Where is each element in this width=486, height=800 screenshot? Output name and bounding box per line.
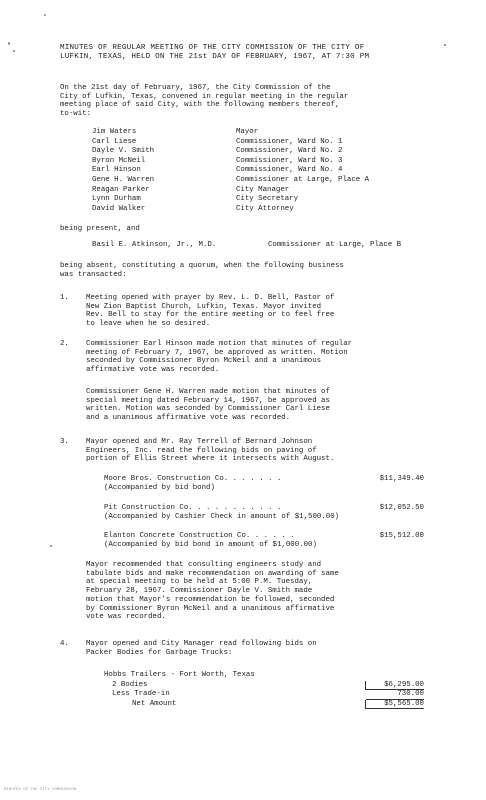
bid-line-label: Less Trade-in [112,690,170,699]
member-role: Commissioner, Ward No. 4 [236,166,343,175]
member-row [92,138,452,148]
item-line: by Commissioner Byron McNeil and a unanimous affirmative [86,604,335,613]
agenda-item-2-paragraph-b [60,388,460,423]
item-line: Meeting opened with prayer by Rev. L. D. Bell, Pastor of [86,294,335,302]
item-line: Commissioner Gene H. Warren made motion that minutes of [86,388,330,396]
item-line: Engineers, Inc. read the following bids on paving of [86,446,317,455]
agenda-item-1 [60,294,460,329]
intro-line: to-wit: [60,110,92,119]
item-line: tabulate bids and make recommendation on awarding of same [86,569,339,578]
agenda-item-3-closing [60,561,460,622]
bid-company: Moore Bros. Construction Co. . . . . . . [104,475,282,483]
bid-note: (Accompanied by bid bond) [104,483,215,492]
member-role: City Attorney [236,204,294,213]
intro-paragraph [60,84,450,119]
bid-amount: $12,052.50 [379,504,424,512]
bid-line-label: 2 Bodies [112,680,148,689]
member-role: Commissioner, Ward No. 3 [236,156,343,165]
item-line: to leave when he so desired. [86,320,211,329]
bid-company: Pit Construction Co. . . . . . . . . . . [104,504,282,512]
item-line: motion that Mayor's recommendation be followed, seconded [86,595,335,604]
intro-line: On the 21st day of February, 1967, the City Commission of the [60,84,331,92]
item-line: meeting of February 7, 1967, be approved as written. Motion [86,348,348,357]
scan-speck [44,14,46,16]
member-row [92,176,452,186]
item-number: 2. [60,340,69,348]
member-name: Dayle V. Smith [92,147,155,156]
item-line: Rev. Bell to stay for the entire meeting or to feel free [86,311,335,320]
member-name: Carl Liese [92,137,137,146]
member-row [92,166,452,176]
bid-entry [104,504,424,521]
member-row [92,157,452,167]
item-line: vote was recorded. [86,613,166,622]
intro-line: meeting place of said City, with the following members thereof, [60,101,340,110]
item-line: portion of Ellis Street where it intersects with August. [86,455,335,464]
bid-company: Elanton Concrete Construction Co. . . . . . [104,532,295,540]
member-name: Lynn Durham [92,195,141,204]
bid-amount: $11,349.40 [379,475,424,483]
present-line: being present, and [60,225,140,233]
title-line: LUFKIN, TEXAS, HELD ON THE 21st DAY OF FEBRUARY, 1967, AT 7:30 PM [60,52,370,61]
bid-entry [104,532,424,549]
item-line: Mayor recommended that consulting engineers study and [86,561,322,569]
item-number: 1. [60,294,69,302]
title-line: MINUTES OF REGULAR MEETING OF THE CITY COMMISSION OF THE CITY OF [60,44,365,52]
document-title [60,44,440,62]
item-line: and a unanimous affirmative vote was recorded. [86,414,291,423]
member-name: Reagan Parker [92,185,150,194]
member-row [92,147,452,157]
bid-note: (Accompanied by bid bond in amount of $1,000.00) [104,540,317,549]
item-number: 3. [60,438,69,446]
item-line: Mayor opened and City Manager read following bids on [86,640,317,648]
member-name: Jim Waters [92,128,137,136]
agenda-item-2 [60,340,460,375]
item-line: Commissioner Earl Hinson made motion that minutes of regular [86,340,353,348]
bid-entry [104,475,424,492]
member-name: Earl Hinson [92,166,141,175]
item-line: seconded by Commissioner Byron McNeil and a unanimous [86,357,322,366]
agenda-item-4 [60,640,460,657]
members-list [92,128,452,214]
member-role: Commissioner at Large, Place A [236,175,370,184]
item-line: Packer Bodies for Garbage Trucks: [86,648,233,657]
bid-amount: $15,512.00 [379,532,424,540]
member-role: City Manager [236,185,290,194]
absent-member-role: Commissioner at Large, Place B [268,241,402,249]
scan-speck [444,44,446,46]
bid-line-amount: $5,565.00 [365,700,424,710]
member-row [92,186,452,196]
item-line: at special meeting to be held at 5:00 P.M. Tuesday, [86,578,313,587]
item-line: special meeting dated February 14, 1967, be approved as [86,396,330,405]
member-row [92,205,452,215]
bid-vendor: Hobbs Trailers - Fort Worth, Texas [104,671,255,679]
item-line: Mayor opened and Mr. Ray Terrell of Bernard Johnson [86,438,313,446]
quorum-paragraph [60,262,450,279]
absent-member-row [92,241,401,250]
bid-note: (Accompanied by Cashier Check in amount of $1,500.00) [104,512,340,521]
member-role: Mayor [236,128,259,136]
member-row [92,128,452,138]
agenda-item-3 [60,438,460,464]
scan-speck [13,50,15,52]
quorum-line: was transacted: [60,270,127,279]
member-row [92,195,452,205]
scan-speck [8,42,10,45]
bid-line-amount: 730.00 [366,690,424,700]
member-role: Commissioner, Ward No. 2 [236,147,343,156]
bid-line-amount: $6,295.00 [365,681,424,691]
item-line: written. Motion was seconded by Commissioner Carl Liese [86,405,330,414]
absent-member-name: Basil E. Atkinson, Jr., M.D. [92,241,217,249]
member-name: David Walker [92,204,146,213]
member-role: Commissioner, Ward No. 1 [236,137,343,146]
item-line: affirmative vote was recorded. [86,366,220,375]
packer-bid-table [104,671,424,709]
bid-line-label: Net Amount [132,699,177,708]
page-footer: MINUTES OF THE CITY COMMISSION [4,788,77,792]
intro-line: City of Lufkin, Texas, convened in regular meeting in the regular [60,92,349,101]
member-role: City Secretary [236,195,299,204]
member-name: Gene H. Warren [92,175,155,184]
item-line: February 28, 1967. Commissioner Dayle V. Smith made [86,587,313,596]
scan-speck [50,545,52,547]
member-name: Byron McNeil [92,156,146,165]
item-number: 4. [60,640,69,648]
item-line: New Zion Baptist Church, Lufkin, Texas. Mayor invited [86,302,322,311]
quorum-line: being absent, constituting a quorum, when the following business [60,262,344,270]
